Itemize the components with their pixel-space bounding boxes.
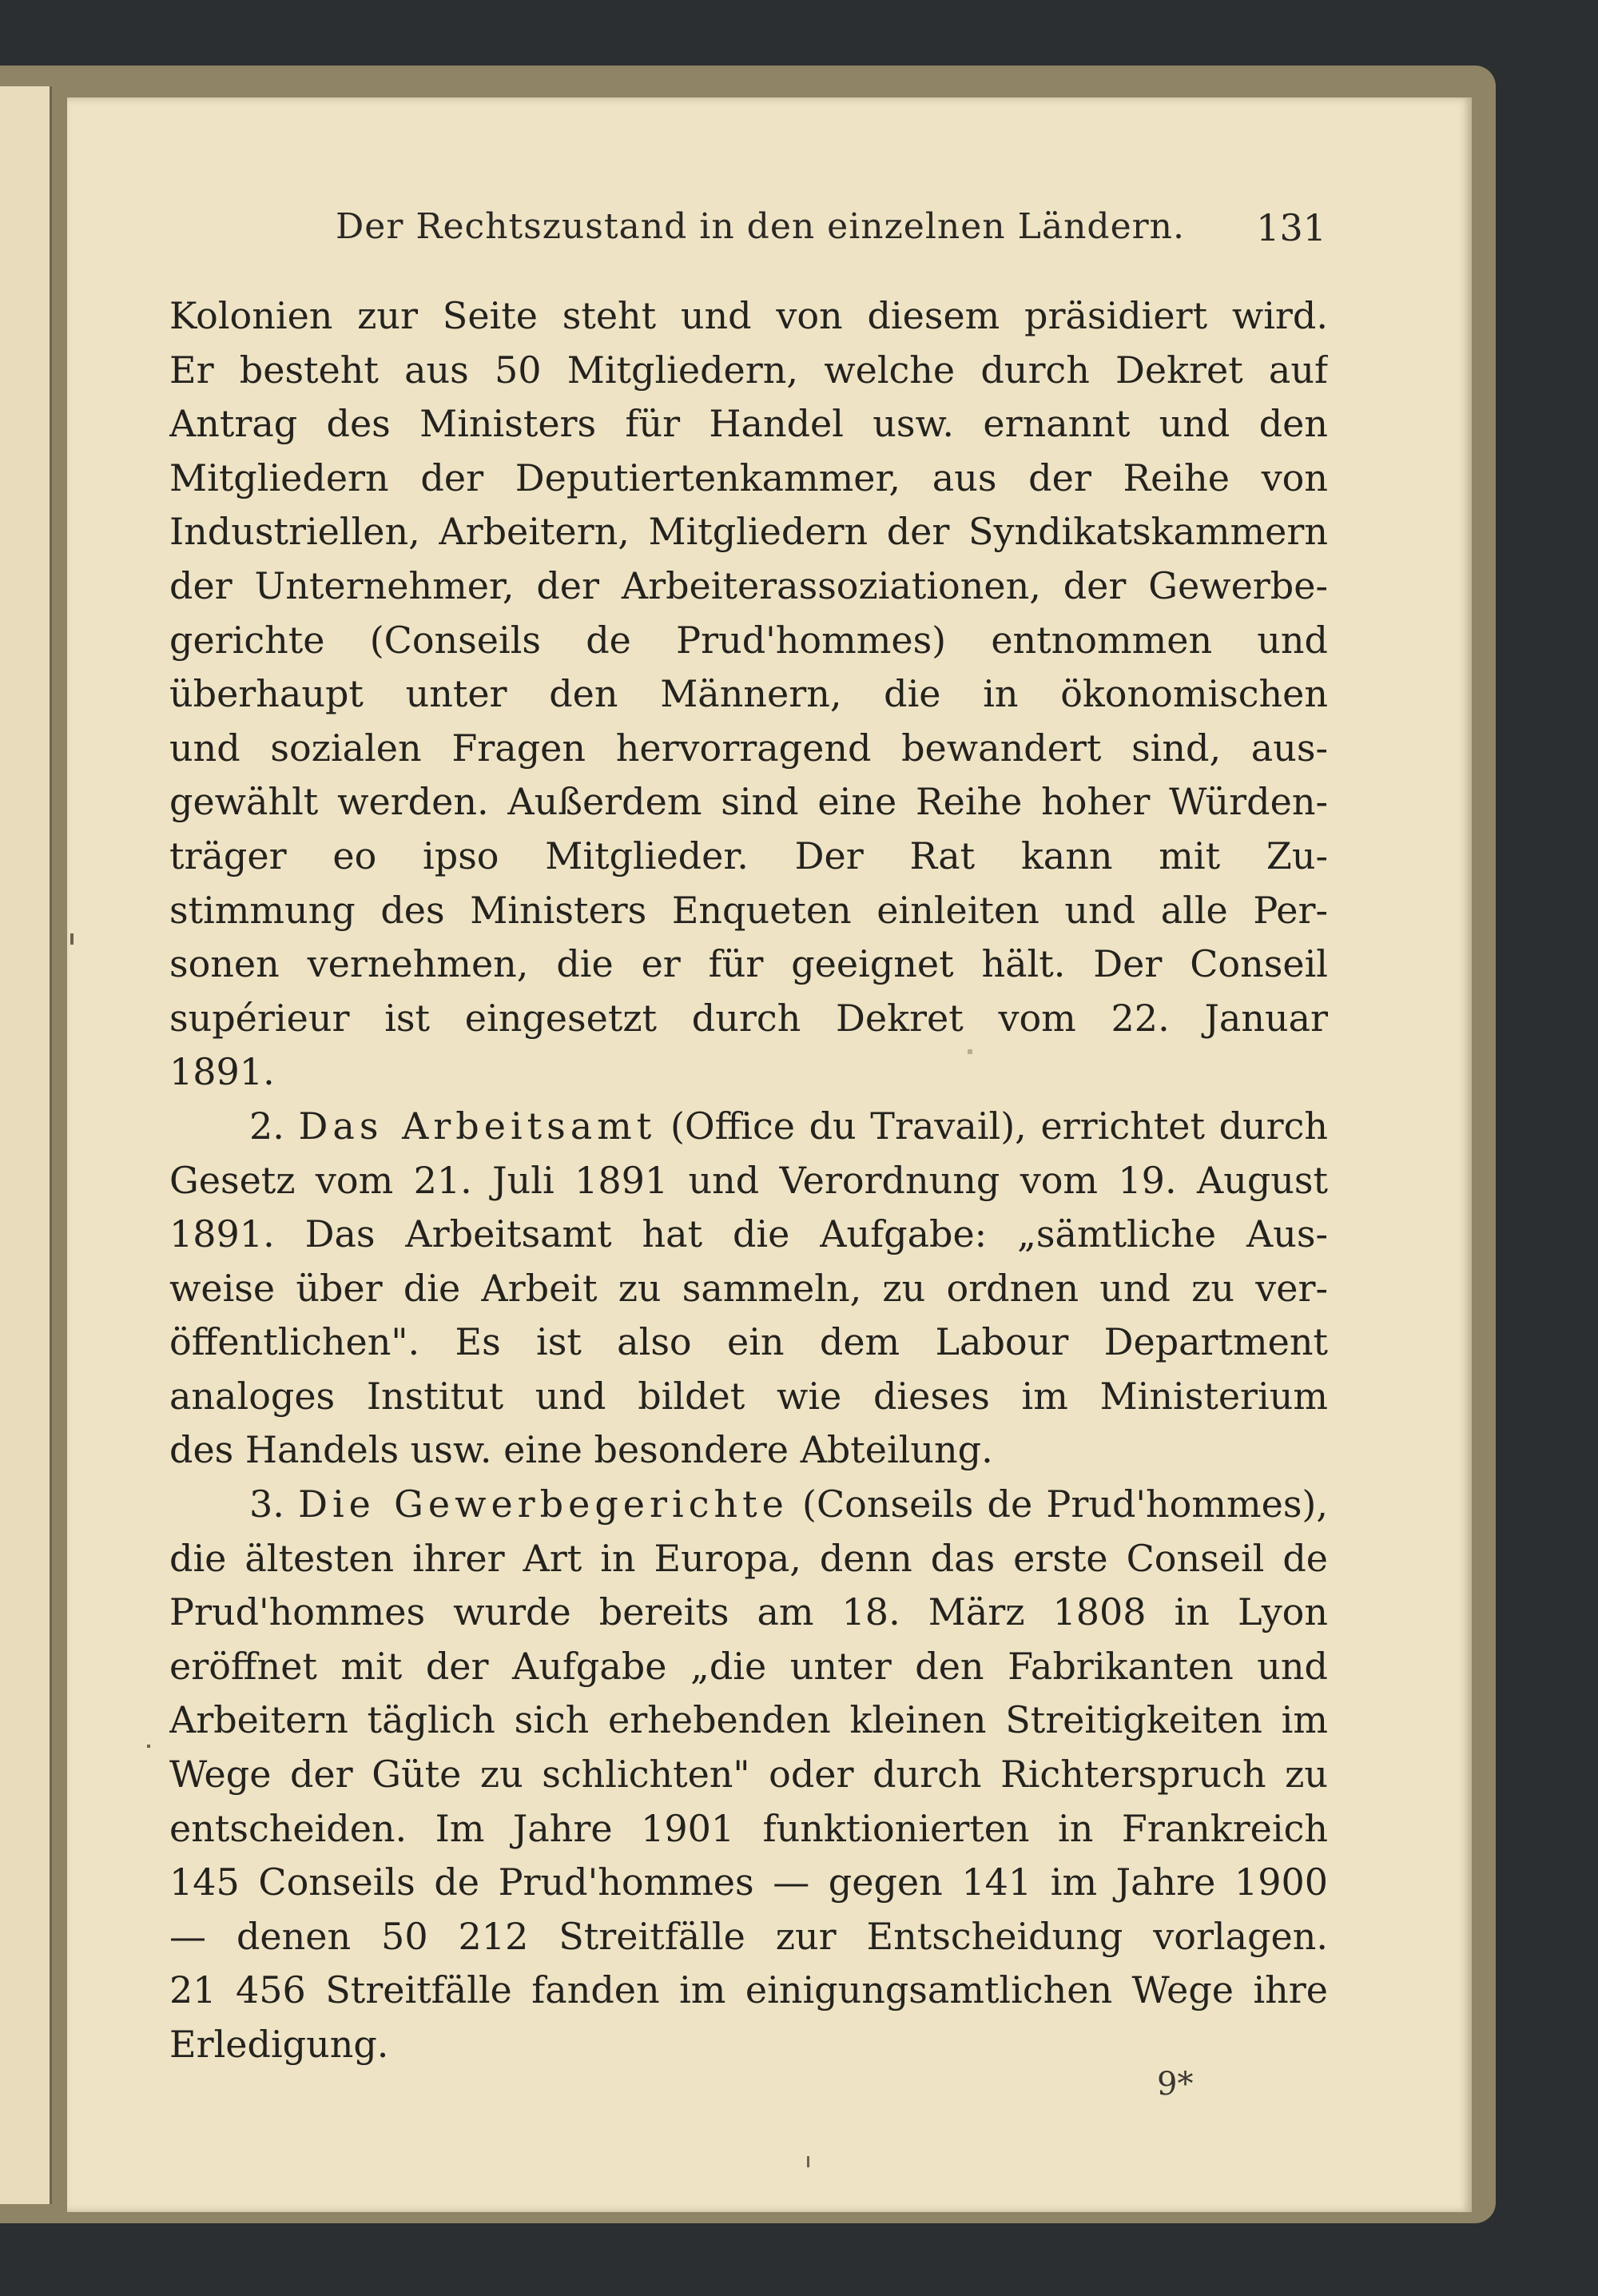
text-line: Kolonien zur Seite steht und von diesem präsidiert wird. xyxy=(169,294,1328,337)
page-header xyxy=(336,206,1326,254)
text-line: 1891. xyxy=(169,1050,275,1094)
paper-speck xyxy=(70,933,74,945)
text-line: die ältesten ihrer Art in Europa, denn das erste Conseil de xyxy=(169,1536,1328,1580)
paper-speck xyxy=(968,1049,972,1054)
section-term: Das Arbeitsamt xyxy=(298,1104,657,1148)
text-line: des Handels usw. eine besondere Abteilung. xyxy=(169,1428,993,1472)
text-line: supérieur ist eingesetzt durch Dekret vom 22. Januar xyxy=(169,996,1328,1040)
text-line: Arbeitern täglich sich erhebenden kleinen Streitigkeiten im xyxy=(169,1698,1328,1742)
text-line: Mitgliedern der Deputiertenkammer, aus der Reihe von xyxy=(169,456,1328,499)
text-line: Industriellen, Arbeitern, Mitgliedern der Syndikatskammern xyxy=(169,510,1328,554)
paper-speck xyxy=(147,1745,150,1748)
text-line: stimmung des Ministers Enqueten einleiten und alle Per- xyxy=(169,888,1328,932)
text-line: Er besteht aus 50 Mitgliedern, welche durch Dekret auf xyxy=(169,348,1328,392)
text-line: eröffnet mit der Aufgabe „die unter den Fabrikanten und xyxy=(169,1644,1328,1688)
text-line: gerichte (Conseils de Prud'hommes) entnommen und xyxy=(169,618,1328,662)
text-line: 1891. Das Arbeitsamt hat die Aufgabe: „sämtliche Aus- xyxy=(169,1212,1328,1256)
page-number: 131 xyxy=(1256,206,1326,249)
text-line: gewählt werden. Außerdem sind eine Reihe hoher Würden- xyxy=(169,780,1328,824)
text-line: öffentlichen". Es ist also ein dem Labour Department xyxy=(169,1320,1328,1364)
text-line: sonen vernehmen, die er für geeignet hält. Der Conseil xyxy=(169,942,1328,986)
text-line: und sozialen Fragen hervorragend bewandert sind, aus- xyxy=(169,726,1328,770)
lead-text: (Office du Travail), errichtet durch xyxy=(670,1104,1328,1148)
text-line: weise über die Arbeit zu sammeln, zu ordnen und zu ver- xyxy=(169,1266,1328,1310)
paragraph-3-lead xyxy=(169,1478,1328,1532)
text-line: Prud'hommes wurde bereits am 18. März 1808 in Lyon xyxy=(169,1590,1328,1634)
facing-page-edge xyxy=(0,86,52,2204)
lead-text: (Conseils de Prud'hommes), xyxy=(802,1482,1328,1526)
text-line: — denen 50 212 Streitfälle zur Entscheidung vorlagen. xyxy=(169,1914,1328,1958)
text-line: überhaupt unter den Männern, die in ökonomischen xyxy=(169,672,1328,716)
paragraph-number: 2. xyxy=(249,1104,284,1148)
text-line: träger eo ipso Mitglieder. Der Rat kann mit Zu- xyxy=(169,834,1328,877)
text-line: Gesetz vom 21. Juli 1891 und Verordnung vom 19. August xyxy=(169,1158,1328,1202)
running-title: Der Rechtszustand in den einzelnen Ländern. xyxy=(336,206,1185,247)
paragraph-number: 3. xyxy=(249,1482,284,1526)
text-line: Antrag des Ministers für Handel usw. ernannt und den xyxy=(169,402,1328,446)
text-line: der Unternehmer, der Arbeiterassoziationen, der Gewerbe- xyxy=(169,563,1328,607)
text-line: 145 Conseils de Prud'hommes — gegen 141 im Jahre 1900 xyxy=(169,1860,1328,1904)
text-line: 21 456 Streitfälle fanden im einigungsamtlichen Wege ihre xyxy=(169,1968,1328,2012)
text-line: Erledigung. xyxy=(169,2023,389,2066)
paper-speck xyxy=(807,2156,809,2167)
section-term: Die Gewerbegerichte xyxy=(298,1482,789,1526)
paragraph-2-lead xyxy=(169,1100,1328,1154)
text-line: entscheiden. Im Jahre 1901 funktionierten in Frankreich xyxy=(169,1806,1328,1850)
signature-mark: 9* xyxy=(1157,2066,1194,2103)
text-line: Wege der Güte zu schlichten" oder durch Richterspruch zu xyxy=(169,1753,1328,1797)
text-line: analoges Institut und bildet wie dieses im Ministerium xyxy=(169,1374,1328,1418)
body-text xyxy=(169,289,1328,2072)
